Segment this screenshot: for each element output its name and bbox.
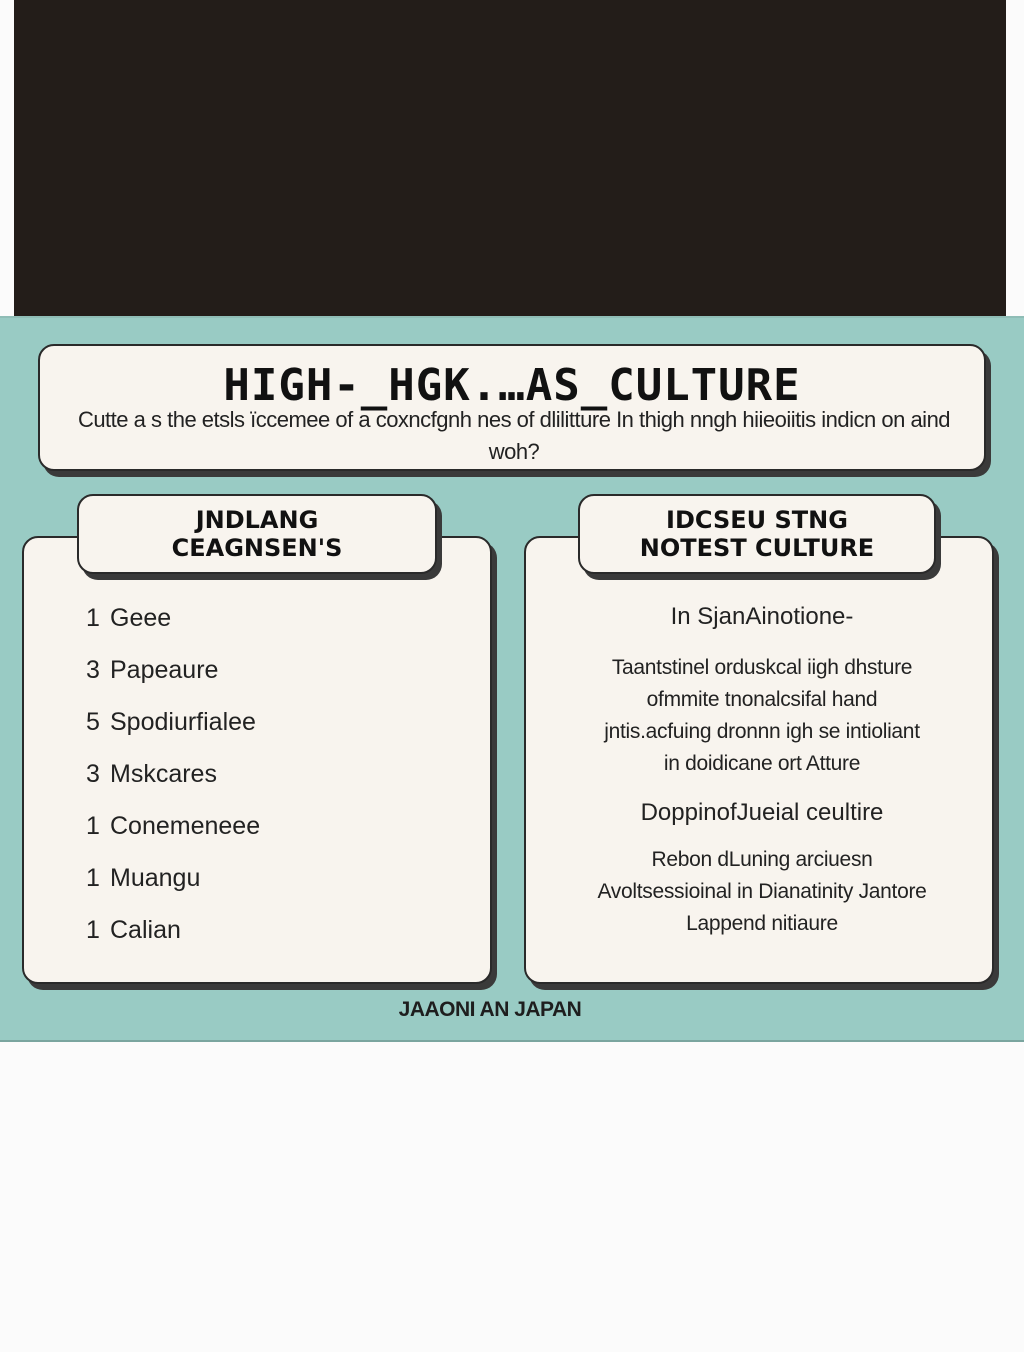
right-heading-1: In SjanAinotione- (670, 603, 854, 630)
list-item-label: Mskcares (110, 760, 217, 788)
list-item-label: Papeaure (110, 656, 219, 684)
left-list (86, 600, 260, 964)
right-para-1-line: jntis.acfuing dronnn igh se intioliant (604, 720, 920, 743)
list-item (86, 808, 260, 860)
right-para-2-line: Lappend nitiaure (686, 912, 838, 935)
list-item-number: 5 (86, 708, 100, 736)
list-item-number: 3 (86, 760, 100, 788)
list-item-label: Calian (110, 916, 181, 944)
header-card (38, 344, 986, 471)
left-tab-line-2: CEAGNSEN'S (171, 534, 343, 562)
footer-caption: JAAONI AN JAPAN (398, 998, 582, 1021)
right-para-1-line: Taantstinel orduskcal iigh dhsture (611, 656, 913, 679)
right-card-tab (578, 494, 936, 574)
list-item-number: 1 (86, 812, 100, 840)
right-content (546, 600, 978, 940)
list-item-label: Conemeneee (110, 812, 261, 840)
page-subtitle: Cutte a s the etsls ïccemee of a coxncfgnh nes of dlilitture In thigh nngh hiieoiitis indicn on aind woh? (77, 407, 951, 464)
right-tab-line-1: IDCSEU STNG (666, 506, 848, 534)
right-tab-line-2: NOTEST CULTURE (639, 534, 875, 562)
list-item-label: Geee (110, 604, 172, 632)
list-item (86, 600, 260, 652)
list-item-number: 1 (86, 916, 100, 944)
list-item (86, 756, 260, 808)
right-para-1-line: in doidicane ort Atture (663, 752, 861, 775)
top-dark-band (14, 0, 1006, 318)
list-item (86, 652, 260, 704)
list-item (86, 860, 260, 912)
list-item-number: 3 (86, 656, 100, 684)
list-item (86, 912, 260, 964)
list-item-label: Muangu (110, 864, 201, 892)
list-item-number: 1 (86, 604, 100, 632)
page-title: HIGH-_HGK.…AS_CULTURE (223, 360, 801, 411)
list-item (86, 704, 260, 756)
left-tab-line-1: JNDLANG (195, 506, 319, 534)
list-item-label: Spodiurfialee (110, 708, 256, 736)
right-para-2-line: Avoltsessioinal in Dianatinity Jantore (597, 880, 927, 903)
right-para-1-line: ofmmite tnonalcsifal hand (646, 688, 878, 711)
right-para-2-line: Rebon dLuning arciuesn (651, 848, 873, 871)
right-heading-2: DoppinofJueial ceultire (640, 799, 884, 826)
list-item-number: 1 (86, 864, 100, 892)
left-card-tab (77, 494, 437, 574)
